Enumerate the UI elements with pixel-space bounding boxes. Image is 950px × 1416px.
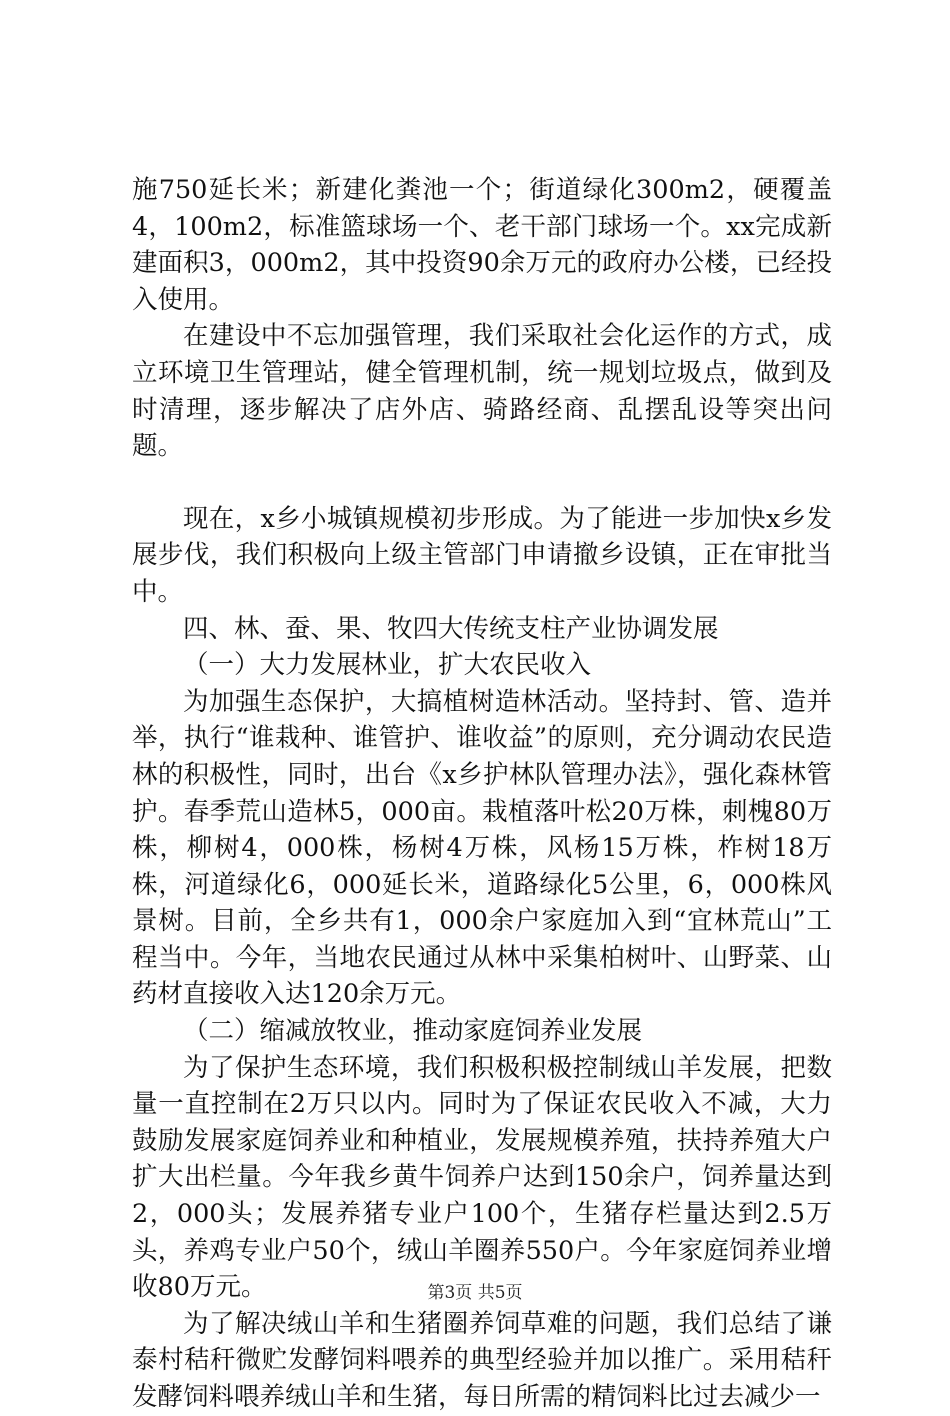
subheading-forestry: （一）大力发展林业，扩大农民收入 — [183, 650, 592, 681]
subheading-livestock: （二）缩减放牧业，推动家庭饲养业发展 — [183, 1016, 643, 1047]
paragraph-forestry: 为加强生态保护，大搞植树造林活动。坚持封、管、造并举，执行“谁栽种、谁管护、谁收益”的原则，充分调动农民造林的积极性，同时，出台《x乡护林队管理办法》，强化森林管护。春季荒山造林5，000亩。栽植落叶松20万株，刺槐80万株，柳树4，000株，杨树4万株，风杨15万株，柞树18万株，河道绿化6，000延长米，道路绿化5公里，6，000株风景树。目前，全乡共有1，000余户家庭加入到“宜林荒山”工程当中。今年，当地农民通过从林中采集柏树叶、山野菜、山药材直接收入达120余万元。 — [132, 686, 832, 1010]
section-heading-four: 四、林、蚕、果、牧四大传统支柱产业协调发展 — [183, 613, 719, 644]
paragraph-livestock: 为了保护生态环境，我们积极积极控制绒山羊发展，把数量一直控制在2万只以内。同时为了保证农民收入不减，大力鼓励发展家庭饲养业和种植业，发展规模养殖，扶持养殖大户扩大出栏量。今年我乡黄牛饲养户达到150余户，饲养量达到2，000头；发展养猪专业户100个，生猪存栏量达到2.5万头，养鸡专业户50个，绒山羊圈养550户。今年家庭饲养业增收80万元。 — [132, 1052, 832, 1303]
paragraph-construction: 施750延长米；新建化粪池一个；街道绿化300m2，硬覆盖4，100m2，标准篮球场一个、老干部门球场一个。xx完成新建面积3，000m2，其中投资90余万元的政府办公楼，已经投入使用。 — [132, 175, 832, 315]
page-footer: 第3页 共5页 — [427, 1283, 523, 1303]
paragraph-gap — [132, 465, 832, 501]
paragraph-feed: 为了解决绒山羊和生猪圈养饲草难的问题，我们总结了谦泰村秸秆微贮发酵饲料喂养的典型经验并加以推广。采用秸秆发酵饲料喂养绒山羊和生猪，每日所需的精饲料比过去减少一 — [132, 1308, 832, 1412]
document-body — [132, 172, 832, 1416]
paragraph-town-status: 现在，x乡小城镇规模初步形成。为了能进一步加快x乡发展步伐，我们积极向上级主管部门申请撤乡设镇，正在审批当中。 — [132, 503, 832, 607]
paragraph-management: 在建设中不忘加强管理，我们采取社会化运作的方式，成立环境卫生管理站，健全管理机制，统一规划垃圾点，做到及时清理，逐步解决了店外店、骑路经商、乱摆乱设等突出问题。 — [132, 321, 832, 462]
